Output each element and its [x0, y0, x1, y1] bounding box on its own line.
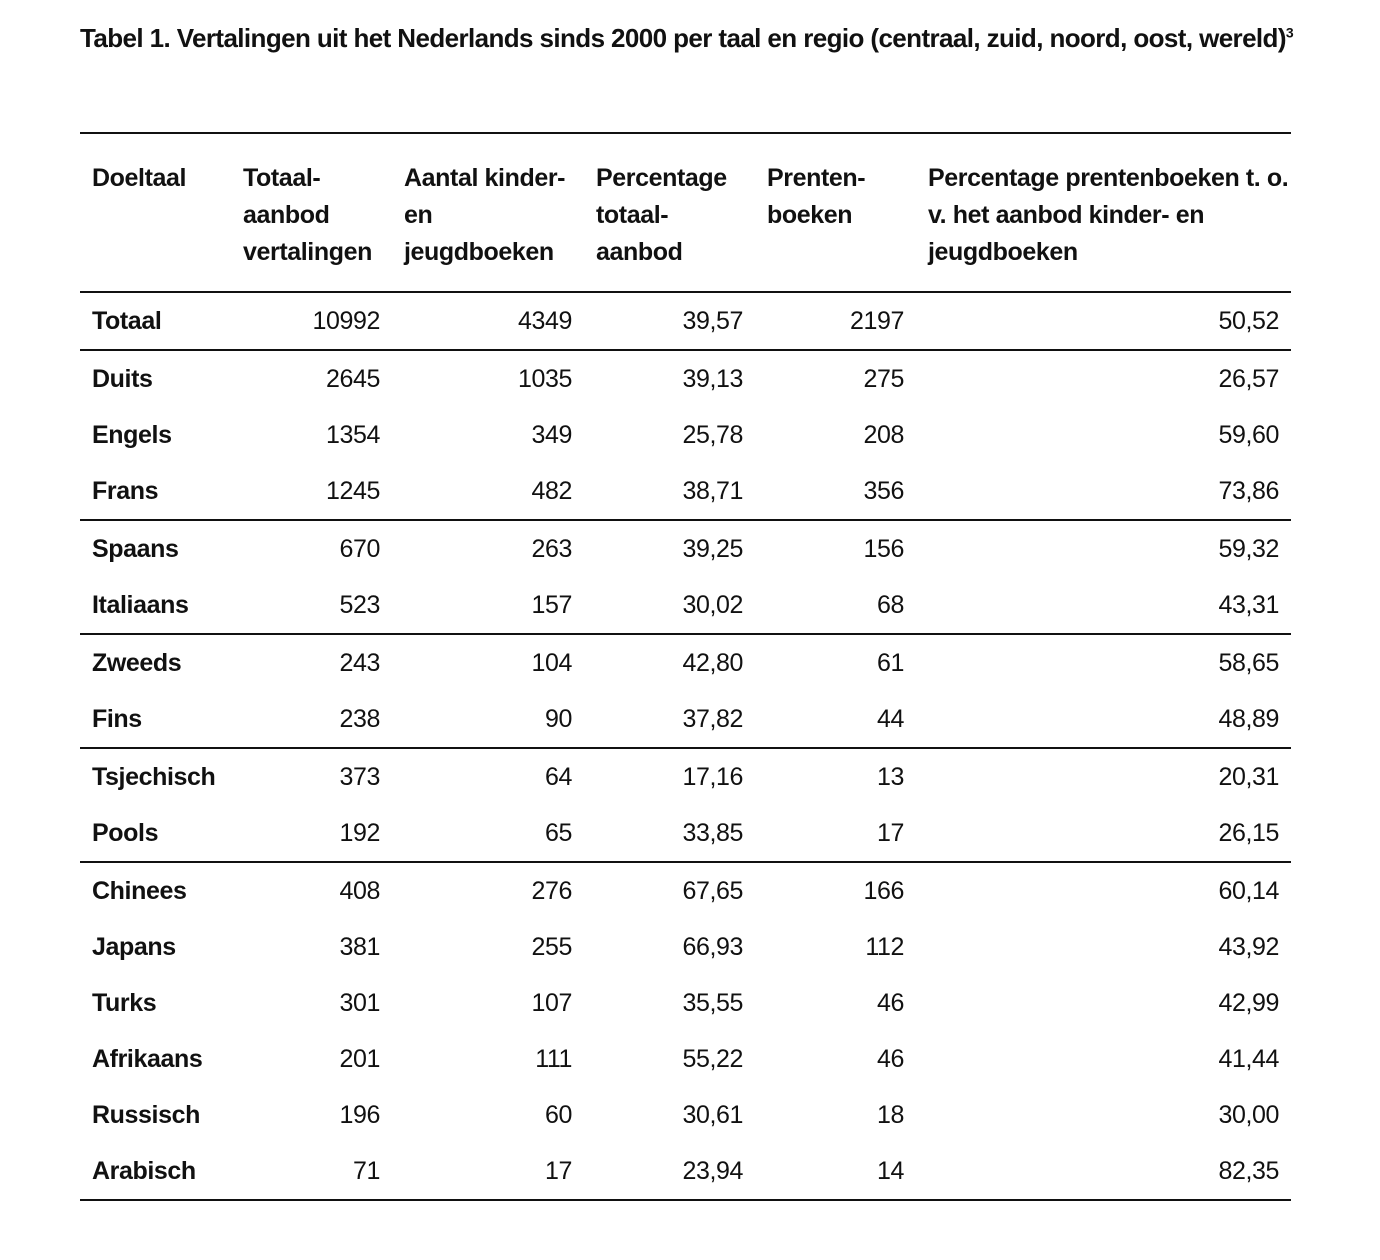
cell-percentage: 33,85 [682, 819, 743, 847]
cell-kinderboeken: 349 [531, 421, 572, 449]
cell-prentenboeken: 18 [876, 1101, 904, 1129]
cell-percentage-prentenboeken: 42,99 [1218, 989, 1279, 1017]
header-prentenboeken: Prenten- boeken [767, 164, 866, 229]
cell-percentage-prentenboeken: 48,89 [1218, 705, 1279, 733]
cell-prentenboeken: 61 [876, 649, 904, 677]
cell-kinderboeken: 482 [531, 477, 572, 505]
cell-totaalaanbod: 2645 [325, 365, 380, 393]
cell-prentenboeken: 14 [876, 1157, 904, 1185]
cell-kinderboeken: 157 [531, 591, 572, 619]
cell-totaalaanbod: 523 [339, 591, 380, 619]
cell-totaalaanbod: 1245 [325, 477, 380, 505]
cell-percentage: 17,16 [682, 763, 743, 791]
cell-totaalaanbod: 196 [339, 1101, 380, 1129]
cell-kinderboeken: 276 [531, 877, 572, 905]
table-row [80, 407, 1291, 463]
cell-percentage-prentenboeken: 59,60 [1218, 421, 1279, 449]
cell-percentage-prentenboeken: 59,32 [1218, 535, 1279, 563]
cell-percentage-prentenboeken: 60,14 [1218, 877, 1279, 905]
header-totaalaanbod: Totaal- aanbod vertalingen [243, 164, 372, 266]
table-row [80, 1143, 1291, 1200]
caption-text: Tabel 1. Vertalingen uit het Nederlands sinds 2000 per taal en regio (centraal, zuid, noord, oost, wereld) [80, 23, 1286, 53]
cell-kinderboeken: 1035 [517, 365, 572, 393]
cell-percentage-prentenboeken: 26,15 [1218, 819, 1279, 847]
cell-language: Russisch [92, 1101, 200, 1129]
table-row [80, 350, 1291, 407]
table-row [80, 805, 1291, 862]
cell-language: Fins [92, 705, 142, 733]
cell-percentage-prentenboeken: 58,65 [1218, 649, 1279, 677]
table-row [80, 748, 1291, 805]
cell-percentage: 39,57 [682, 307, 743, 335]
cell-percentage-prentenboeken: 50,52 [1218, 307, 1279, 335]
header-percentage-totaalaanbod: Percentage totaal- aanbod [596, 164, 727, 266]
cell-language: Afrikaans [92, 1045, 203, 1073]
cell-kinderboeken: 64 [544, 763, 572, 791]
cell-prentenboeken: 13 [876, 763, 904, 791]
cell-kinderboeken: 111 [535, 1045, 572, 1073]
cell-percentage: 23,94 [682, 1157, 743, 1185]
header-doeltaal: Doeltaal [92, 164, 187, 192]
header-percentage-prentenboeken: Percentage prentenboeken t. o. v. het aanbod kinder- en jeugdboeken [928, 164, 1289, 266]
cell-prentenboeken: 46 [876, 1045, 904, 1073]
cell-totaalaanbod: 373 [339, 763, 380, 791]
cell-percentage: 55,22 [682, 1045, 743, 1073]
cell-kinderboeken: 65 [544, 819, 572, 847]
cell-prentenboeken: 44 [876, 705, 904, 733]
cell-percentage: 30,61 [682, 1101, 743, 1129]
cell-prentenboeken: 208 [863, 421, 904, 449]
cell-percentage-prentenboeken: 73,86 [1218, 477, 1279, 505]
table-row [80, 1087, 1291, 1143]
header-kinderboeken: Aantal kinder- en jeugdboeken [404, 164, 566, 266]
cell-kinderboeken: 263 [531, 535, 572, 563]
cell-language: Tsjechisch [92, 763, 216, 791]
cell-language: Spaans [92, 535, 179, 563]
cell-percentage: 37,82 [682, 705, 743, 733]
cell-prentenboeken: 2197 [849, 307, 904, 335]
translations-table [80, 132, 1291, 1201]
cell-language: Pools [92, 819, 159, 847]
cell-prentenboeken: 46 [876, 989, 904, 1017]
cell-percentage: 42,80 [682, 649, 743, 677]
cell-prentenboeken: 112 [865, 933, 904, 961]
table-row [80, 691, 1291, 748]
table-caption [80, 14, 1300, 63]
cell-language: Zweeds [92, 649, 182, 677]
table-row [80, 520, 1291, 577]
cell-language: Totaal [92, 307, 162, 335]
cell-language: Italiaans [92, 591, 189, 619]
cell-totaalaanbod: 201 [339, 1045, 380, 1073]
cell-language: Arabisch [92, 1157, 196, 1185]
cell-totaalaanbod: 10992 [312, 307, 380, 335]
table-row [80, 862, 1291, 919]
table-row [80, 1031, 1291, 1087]
cell-prentenboeken: 356 [863, 477, 904, 505]
table-row [80, 634, 1291, 691]
cell-percentage-prentenboeken: 26,57 [1218, 365, 1279, 393]
cell-percentage: 38,71 [682, 477, 743, 505]
cell-percentage-prentenboeken: 41,44 [1218, 1045, 1279, 1073]
cell-prentenboeken: 275 [863, 365, 904, 393]
cell-kinderboeken: 90 [544, 705, 572, 733]
cell-percentage-prentenboeken: 43,31 [1218, 591, 1279, 619]
cell-kinderboeken: 255 [531, 933, 572, 961]
cell-kinderboeken: 60 [544, 1101, 572, 1129]
cell-language: Duits [92, 365, 153, 393]
cell-percentage: 39,13 [682, 365, 743, 393]
table-row [80, 919, 1291, 975]
table-row [80, 975, 1291, 1031]
cell-kinderboeken: 104 [531, 649, 572, 677]
cell-percentage: 67,65 [682, 877, 743, 905]
cell-language: Engels [92, 421, 172, 449]
cell-percentage-prentenboeken: 30,00 [1218, 1101, 1279, 1129]
cell-totaalaanbod: 408 [339, 877, 380, 905]
footnote-marker: 3 [1285, 24, 1294, 41]
cell-percentage: 30,02 [682, 591, 743, 619]
cell-totaalaanbod: 243 [339, 649, 380, 677]
cell-kinderboeken: 4349 [517, 307, 572, 335]
cell-prentenboeken: 156 [863, 535, 904, 563]
cell-totaalaanbod: 301 [339, 989, 380, 1017]
cell-totaalaanbod: 192 [339, 819, 380, 847]
cell-prentenboeken: 68 [876, 591, 904, 619]
cell-percentage: 25,78 [682, 421, 743, 449]
cell-totaalaanbod: 381 [339, 933, 380, 961]
cell-percentage: 35,55 [682, 989, 743, 1017]
cell-language: Frans [92, 477, 159, 505]
cell-percentage: 66,93 [682, 933, 743, 961]
table-row [80, 463, 1291, 520]
cell-totaalaanbod: 71 [352, 1157, 380, 1185]
cell-kinderboeken: 107 [531, 989, 572, 1017]
cell-prentenboeken: 17 [876, 819, 904, 847]
table-row [80, 577, 1291, 634]
cell-percentage-prentenboeken: 82,35 [1218, 1157, 1279, 1185]
cell-totaalaanbod: 238 [339, 705, 380, 733]
cell-percentage-prentenboeken: 20,31 [1218, 763, 1279, 791]
header-row [80, 133, 1291, 292]
cell-totaalaanbod: 670 [339, 535, 380, 563]
table-row [80, 292, 1291, 350]
cell-language: Turks [92, 989, 157, 1017]
cell-kinderboeken: 17 [544, 1157, 572, 1185]
cell-prentenboeken: 166 [863, 877, 904, 905]
cell-percentage: 39,25 [682, 535, 743, 563]
cell-language: Chinees [92, 877, 187, 905]
cell-language: Japans [92, 933, 176, 961]
cell-totaalaanbod: 1354 [325, 421, 380, 449]
cell-percentage-prentenboeken: 43,92 [1218, 933, 1279, 961]
